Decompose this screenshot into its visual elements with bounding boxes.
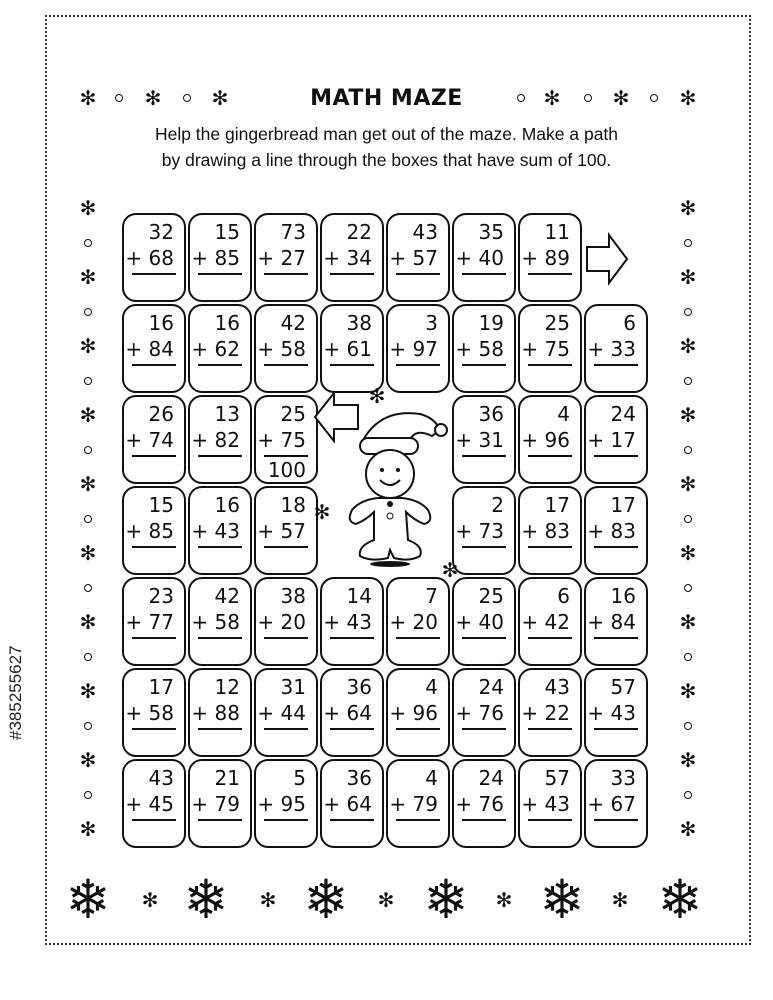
maze-cell[interactable] — [584, 759, 648, 848]
addend-1: 19 — [478, 311, 504, 335]
maze-cell[interactable] — [386, 304, 450, 393]
circle-icon — [84, 584, 92, 592]
circle-icon — [684, 791, 692, 799]
addend-1: 36 — [346, 766, 372, 790]
instructions-line-2: by drawing a line through the boxes that have sum of 100. — [161, 150, 612, 170]
snowflake-icon: ✻ — [141, 888, 159, 912]
sum-line — [132, 819, 176, 821]
addend-1: 57 — [544, 766, 570, 790]
addend-2: + 95 — [257, 792, 306, 816]
maze-cell[interactable] — [122, 759, 186, 848]
sum-line — [330, 637, 374, 639]
addend-1: 38 — [346, 311, 372, 335]
addend-2: + 57 — [257, 519, 306, 543]
addend-1: 17 — [610, 493, 636, 517]
circle-icon — [84, 515, 92, 523]
circle-icon — [684, 584, 692, 592]
stock-id: #385255627 — [6, 645, 25, 740]
sum-line — [594, 728, 638, 730]
maze-cell[interactable] — [518, 213, 582, 302]
addend-2: + 64 — [323, 792, 372, 816]
snowflake-icon: ✻ — [679, 265, 697, 289]
snowflake-icon: ✻ — [79, 403, 97, 427]
addend-2: + 77 — [125, 610, 174, 634]
sum-line — [462, 819, 506, 821]
addend-1: 15 — [214, 220, 240, 244]
maze-cell[interactable] — [122, 395, 186, 484]
addend-2: + 76 — [455, 792, 504, 816]
addend-1: 33 — [610, 766, 636, 790]
addend-2: + 64 — [323, 701, 372, 725]
addend-1: 11 — [544, 220, 570, 244]
circle-icon — [84, 377, 92, 385]
circle-icon — [84, 239, 92, 247]
snowflake-icon: ✻ — [679, 334, 697, 358]
exit-arrow-right-icon — [585, 232, 631, 286]
maze-cell[interactable] — [518, 577, 582, 666]
addend-2: + 89 — [521, 246, 570, 270]
addend-2: + 22 — [521, 701, 570, 725]
sum-line — [330, 819, 374, 821]
snowflake-icon: ✻ — [377, 888, 395, 912]
snowflake-icon: ✻ — [79, 541, 97, 565]
maze-cell[interactable] — [254, 577, 318, 666]
addend-1: 16 — [214, 311, 240, 335]
maze-cell[interactable] — [452, 668, 516, 757]
addend-2: + 88 — [191, 701, 240, 725]
addend-1: 13 — [214, 402, 240, 426]
addend-1: 57 — [610, 675, 636, 699]
addend-2: + 84 — [587, 610, 636, 634]
addend-2: + 58 — [455, 337, 504, 361]
maze-cell[interactable] — [188, 213, 252, 302]
maze-cell[interactable] — [122, 304, 186, 393]
addend-2: + 76 — [455, 701, 504, 725]
sum-line — [330, 273, 374, 275]
addend-1: 17 — [544, 493, 570, 517]
sum-line — [528, 455, 572, 457]
addend-1: 42 — [214, 584, 240, 608]
addend-2: + 45 — [125, 792, 174, 816]
maze-cell[interactable] — [320, 668, 384, 757]
maze-cell[interactable] — [122, 213, 186, 302]
snowflake-icon: ✻ — [679, 679, 697, 703]
sum-line — [198, 364, 242, 366]
addend-2: + 61 — [323, 337, 372, 361]
sum-line — [132, 546, 176, 548]
addend-2: + 58 — [125, 701, 174, 725]
addend-1: 5 — [293, 766, 306, 790]
sum-line — [594, 819, 638, 821]
sum-line — [132, 364, 176, 366]
sum-line — [396, 819, 440, 821]
maze-cell[interactable] — [320, 213, 384, 302]
snowflake-icon: ✻ — [679, 196, 697, 220]
addend-2: + 83 — [587, 519, 636, 543]
circle-icon — [115, 94, 123, 102]
addend-1: 17 — [148, 675, 174, 699]
sum-line — [198, 637, 242, 639]
addend-1: 23 — [148, 584, 174, 608]
snowflake-icon: ✻ — [313, 500, 331, 524]
maze-cell[interactable] — [122, 486, 186, 575]
snowflake-icon: ✻ — [144, 86, 162, 110]
circle-icon — [84, 791, 92, 799]
addend-1: 4 — [425, 766, 438, 790]
addend-1: 16 — [148, 311, 174, 335]
snowflake-icon: ✻ — [679, 541, 697, 565]
snowflake-icon: ✻ — [79, 679, 97, 703]
snowflake-icon: ❄ — [65, 868, 111, 931]
addend-1: 16 — [214, 493, 240, 517]
snowflake-icon: ✻ — [441, 558, 459, 582]
snowflake-icon: ✻ — [679, 817, 697, 841]
maze-cell[interactable] — [518, 304, 582, 393]
addend-2: + 57 — [389, 246, 438, 270]
maze-cell[interactable] — [254, 668, 318, 757]
sum-line — [594, 546, 638, 548]
sum-line — [528, 819, 572, 821]
sum-line — [264, 637, 308, 639]
addend-2: + 75 — [257, 428, 306, 452]
circle-icon — [650, 94, 658, 102]
maze-cell[interactable] — [452, 486, 516, 575]
addend-2: + 97 — [389, 337, 438, 361]
addend-2: + 79 — [191, 792, 240, 816]
circle-icon — [684, 653, 692, 661]
maze-cell[interactable] — [518, 486, 582, 575]
addend-1: 73 — [280, 220, 306, 244]
snowflake-icon: ❄ — [303, 868, 349, 931]
snowflake-icon: ✻ — [79, 196, 97, 220]
circle-icon — [84, 653, 92, 661]
addend-2: + 42 — [521, 610, 570, 634]
sum-line — [132, 273, 176, 275]
maze-cell[interactable] — [122, 668, 186, 757]
sum-line — [462, 637, 506, 639]
addend-1: 26 — [148, 402, 174, 426]
sum-line — [594, 455, 638, 457]
addend-2: + 73 — [455, 519, 504, 543]
sum-line — [528, 637, 572, 639]
addend-2: + 96 — [521, 428, 570, 452]
sum-line — [132, 455, 176, 457]
gingerbread-man — [340, 400, 450, 570]
addend-1: 16 — [610, 584, 636, 608]
addend-1: 43 — [544, 675, 570, 699]
snowflake-icon: ✻ — [679, 748, 697, 772]
snowflake-icon: ✻ — [79, 610, 97, 634]
circle-icon — [584, 94, 592, 102]
snowflake-icon: ✻ — [495, 888, 513, 912]
addend-2: + 43 — [191, 519, 240, 543]
sum-line — [462, 546, 506, 548]
snowflake-icon: ✻ — [679, 610, 697, 634]
snowflake-icon: ❄ — [183, 868, 229, 931]
sum-line — [528, 364, 572, 366]
sum-line — [330, 364, 374, 366]
addend-1: 42 — [280, 311, 306, 335]
sum-line — [396, 637, 440, 639]
snowflake-icon: ✻ — [679, 472, 697, 496]
addend-1: 14 — [346, 584, 372, 608]
addend-2: + 74 — [125, 428, 174, 452]
instructions-line-1: Help the gingerbread man get out of the maze. Make a path — [154, 124, 619, 144]
circle-icon — [684, 722, 692, 730]
sum-line — [264, 273, 308, 275]
maze-cell[interactable] — [386, 577, 450, 666]
circle-icon — [684, 515, 692, 523]
addend-2: + 43 — [323, 610, 372, 634]
sum-line — [198, 728, 242, 730]
addend-1: 25 — [478, 584, 504, 608]
snowflake-icon: ✻ — [79, 334, 97, 358]
addend-1: 38 — [280, 584, 306, 608]
snowflake-icon: ✻ — [612, 86, 630, 110]
maze-cell[interactable] — [386, 213, 450, 302]
addend-2: + 34 — [323, 246, 372, 270]
maze-cell[interactable] — [188, 668, 252, 757]
addend-2: + 44 — [257, 701, 306, 725]
maze-cell[interactable] — [254, 213, 318, 302]
sum-line — [264, 364, 308, 366]
maze-cell[interactable] — [188, 759, 252, 848]
addend-1: 43 — [148, 766, 174, 790]
circle-icon — [684, 239, 692, 247]
sum-line — [528, 273, 572, 275]
addend-1: 35 — [478, 220, 504, 244]
addend-2: + 40 — [455, 610, 504, 634]
maze-cell[interactable] — [518, 759, 582, 848]
addend-1: 36 — [478, 402, 504, 426]
maze-cell[interactable] — [254, 304, 318, 393]
maze-cell[interactable] — [584, 395, 648, 484]
sum-line — [462, 455, 506, 457]
circle-icon — [684, 377, 692, 385]
addend-2: + 83 — [521, 519, 570, 543]
snowflake-icon: ✻ — [79, 748, 97, 772]
addend-2: + 79 — [389, 792, 438, 816]
addend-1: 3 — [425, 311, 438, 335]
maze-cell[interactable] — [188, 577, 252, 666]
sum-line — [396, 273, 440, 275]
circle-icon — [84, 722, 92, 730]
addend-1: 6 — [623, 311, 636, 335]
sum-line — [528, 728, 572, 730]
snowflake-icon: ❄ — [423, 868, 469, 931]
sum-line — [264, 728, 308, 730]
addend-1: 15 — [148, 493, 174, 517]
snowflake-icon: ✻ — [79, 265, 97, 289]
addend-2: + 62 — [191, 337, 240, 361]
addend-1: 12 — [214, 675, 240, 699]
snowflake-icon: ✻ — [259, 888, 277, 912]
maze-cell[interactable] — [452, 577, 516, 666]
addend-1: 6 — [557, 584, 570, 608]
addend-2: + 27 — [257, 246, 306, 270]
maze-cell[interactable] — [386, 668, 450, 757]
addend-2: + 96 — [389, 701, 438, 725]
addend-1: 22 — [346, 220, 372, 244]
circle-icon — [517, 94, 525, 102]
snowflake-icon: ❄ — [539, 868, 585, 931]
maze-cell[interactable] — [188, 486, 252, 575]
addend-2: + 43 — [587, 701, 636, 725]
maze-cell[interactable] — [518, 395, 582, 484]
addend-2: + 68 — [125, 246, 174, 270]
sum-line — [594, 637, 638, 639]
sum-line — [198, 273, 242, 275]
addend-2: + 84 — [125, 337, 174, 361]
addend-2: + 33 — [587, 337, 636, 361]
addend-1: 32 — [148, 220, 174, 244]
addend-1: 18 — [280, 493, 306, 517]
circle-icon — [684, 308, 692, 316]
addend-2: + 43 — [521, 792, 570, 816]
maze-cell[interactable] — [254, 759, 318, 848]
sum-line — [198, 455, 242, 457]
sum-line — [198, 546, 242, 548]
maze-cell[interactable] — [320, 759, 384, 848]
addend-2: + 58 — [257, 337, 306, 361]
maze-cell[interactable] — [320, 304, 384, 393]
sum-line — [330, 728, 374, 730]
addend-2: + 85 — [125, 519, 174, 543]
snowflake-icon: ✻ — [679, 86, 697, 110]
addend-1: 25 — [544, 311, 570, 335]
maze-cell[interactable] — [320, 577, 384, 666]
sum-answer: 100 — [267, 458, 306, 482]
addend-1: 24 — [610, 402, 636, 426]
sum-line — [462, 364, 506, 366]
circle-icon — [84, 446, 92, 454]
addend-1: 4 — [425, 675, 438, 699]
maze-cell[interactable] — [584, 304, 648, 393]
snowflake-icon: ✻ — [679, 403, 697, 427]
addend-2: + 67 — [587, 792, 636, 816]
addend-2: + 40 — [455, 246, 504, 270]
maze-cell[interactable] — [188, 304, 252, 393]
snowflake-icon: ✻ — [211, 86, 229, 110]
addend-2: + 17 — [587, 428, 636, 452]
circle-icon — [183, 94, 191, 102]
addend-1: 4 — [557, 402, 570, 426]
addend-1: 2 — [491, 493, 504, 517]
addend-1: 31 — [280, 675, 306, 699]
addend-1: 24 — [478, 766, 504, 790]
sum-line — [264, 546, 308, 548]
addend-1: 43 — [412, 220, 438, 244]
circle-icon — [84, 308, 92, 316]
maze-cell[interactable] — [188, 395, 252, 484]
sum-line — [594, 364, 638, 366]
sum-line — [198, 819, 242, 821]
addend-1: 7 — [425, 584, 438, 608]
addend-1: 21 — [214, 766, 240, 790]
maze-cell[interactable] — [254, 486, 318, 575]
circle-icon — [684, 446, 692, 454]
maze-cell[interactable] — [122, 577, 186, 666]
snowflake-icon: ✻ — [79, 86, 97, 110]
maze-cell[interactable] — [452, 395, 516, 484]
sum-line — [462, 273, 506, 275]
sum-line — [264, 819, 308, 821]
sum-line — [462, 728, 506, 730]
maze-cell[interactable] — [452, 759, 516, 848]
maze-cell[interactable] — [584, 486, 648, 575]
snowflake-icon: ✻ — [79, 817, 97, 841]
page-title: MATH MAZE — [310, 86, 463, 111]
addend-2: + 75 — [521, 337, 570, 361]
maze-cell[interactable] — [386, 759, 450, 848]
addend-2: + 85 — [191, 246, 240, 270]
snowflake-icon: ✻ — [611, 888, 629, 912]
snowflake-icon: ❄ — [657, 868, 703, 931]
addend-2: + 31 — [455, 428, 504, 452]
snowflake-icon: ✻ — [543, 86, 561, 110]
addend-2: + 58 — [191, 610, 240, 634]
maze-cell[interactable] — [584, 577, 648, 666]
addend-2: + 20 — [389, 610, 438, 634]
maze-cell[interactable] — [452, 304, 516, 393]
addend-2: + 82 — [191, 428, 240, 452]
maze-cell[interactable] — [518, 668, 582, 757]
addend-1: 25 — [280, 402, 306, 426]
snowflake-icon: ✻ — [79, 472, 97, 496]
sum-line — [132, 637, 176, 639]
addend-1: 36 — [346, 675, 372, 699]
maze-cell[interactable] — [452, 213, 516, 302]
sum-line — [132, 728, 176, 730]
snowflake-icon: ✻ — [368, 384, 386, 408]
maze-cell[interactable] — [584, 668, 648, 757]
sum-line — [528, 546, 572, 548]
addend-1: 24 — [478, 675, 504, 699]
maze-cell[interactable] — [254, 395, 318, 484]
sum-line — [264, 455, 308, 457]
sum-line — [396, 728, 440, 730]
sum-line — [396, 364, 440, 366]
addend-2: + 20 — [257, 610, 306, 634]
